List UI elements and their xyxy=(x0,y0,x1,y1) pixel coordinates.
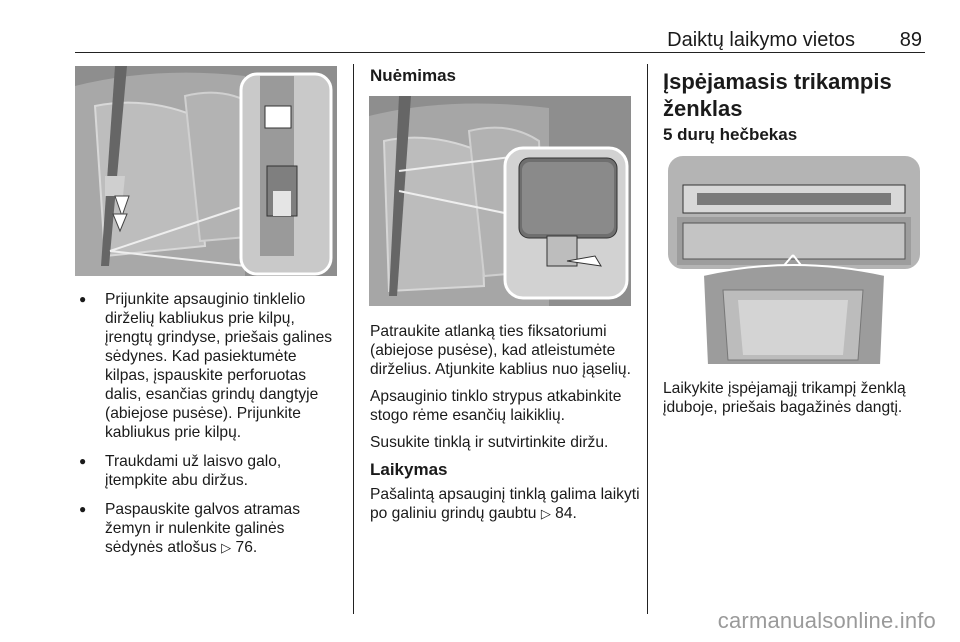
page-reference[interactable]: 76. xyxy=(235,539,258,556)
hatchback-subheading: 5 durų hečbekas xyxy=(663,125,798,144)
triangle-ref-icon[interactable]: ▷ xyxy=(221,540,232,555)
paragraph: Patraukite atlanką ties fiksatoriumi (abiejose pusėse), kad atleistumėte dirželius. Atjunkite kablius nuo įąselių. xyxy=(370,323,631,378)
page-header xyxy=(0,0,960,50)
figure-net-hooks xyxy=(75,66,337,276)
column3-text xyxy=(663,379,931,425)
paragraph: Laikykite įspėjamąjį trikampį ženklą įduboje, priešais bagažinės dangtį. xyxy=(663,380,906,416)
column2-text xyxy=(370,322,642,531)
figure-trunk-triangle xyxy=(663,155,925,365)
column1-text xyxy=(76,290,344,567)
list-item: ● Prijunkite apsauginio tinklelio dirželių kabliukus prie kilpų, įrengtų grindyse, priešais galines sėdynes. Kad pasiektumėte kilpas, įspauskite perforuotas dalis, esančias grindų dangtyje (abiejose pusėse). Prijunkite kabliukus prie kilpų. xyxy=(76,290,344,442)
page-number: 89 xyxy=(899,29,922,51)
instruction-list xyxy=(76,290,344,557)
section-title: Daiktų laikymo vietos xyxy=(667,29,855,51)
header-rule xyxy=(75,52,925,53)
warning-triangle-heading: Įspėjamasis trikampis ženklas xyxy=(663,69,892,121)
removal-heading: Nuėmimas xyxy=(370,66,456,85)
figure-net-removal xyxy=(369,96,631,306)
list-item xyxy=(76,500,344,557)
triangle-ref-icon[interactable]: ▷ xyxy=(540,506,551,521)
paragraph-text: Pašalintą apsauginį tinklą galima laikyti po galiniu grindų gaubtu xyxy=(370,486,640,522)
page-reference[interactable]: 84. xyxy=(555,505,577,522)
paragraph: Apsauginio tinklo strypus atkabinkite stogo rėme esančių laikiklių. xyxy=(370,388,622,424)
column-divider-1 xyxy=(353,64,354,614)
paragraph xyxy=(370,485,642,523)
list-item: ● Traukdami už laisvo galo, įtempkite abu diržus. xyxy=(76,452,344,490)
paragraph: Susukite tinklą ir sutvirtinkite diržu. xyxy=(370,434,609,451)
list-item-text: Paspauskite galvos atramas žemyn ir nulenkite galinės sėdynės atlošus xyxy=(105,501,301,556)
storage-heading: Laikymas xyxy=(370,460,448,479)
column-divider-2 xyxy=(647,64,648,614)
watermark: carmanualsonline.info xyxy=(717,608,936,633)
